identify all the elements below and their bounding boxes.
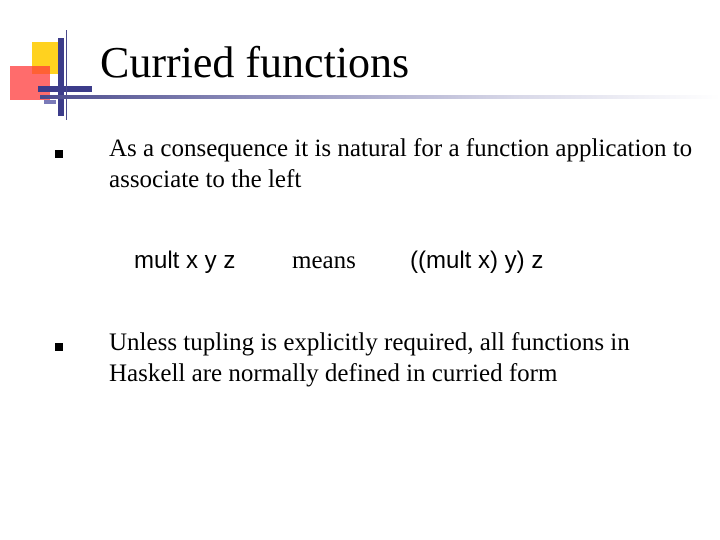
example-expression: mult x y z — [134, 247, 236, 274]
example-parenthesized-expression: ((mult x) y) z — [410, 247, 544, 274]
example-means-label: means — [292, 247, 356, 274]
logo-blue-vertical-bar — [58, 38, 64, 116]
bullet-text: Unless tupling is explicitly required, all functions in Haskell are normally defined in curried form — [109, 329, 630, 387]
bullet-square-icon — [55, 150, 63, 158]
slide-title: Curried functions — [100, 38, 410, 87]
logo-thin-line — [66, 30, 67, 120]
bullet-square-icon — [55, 343, 63, 351]
logo-blue-horizontal-bar — [38, 86, 92, 92]
logo-small-bar — [44, 100, 56, 104]
bullet-text: As a consequence it is natural for a function application to associate to the left — [109, 135, 693, 193]
title-underline — [40, 95, 720, 99]
slide-logo — [0, 0, 100, 120]
